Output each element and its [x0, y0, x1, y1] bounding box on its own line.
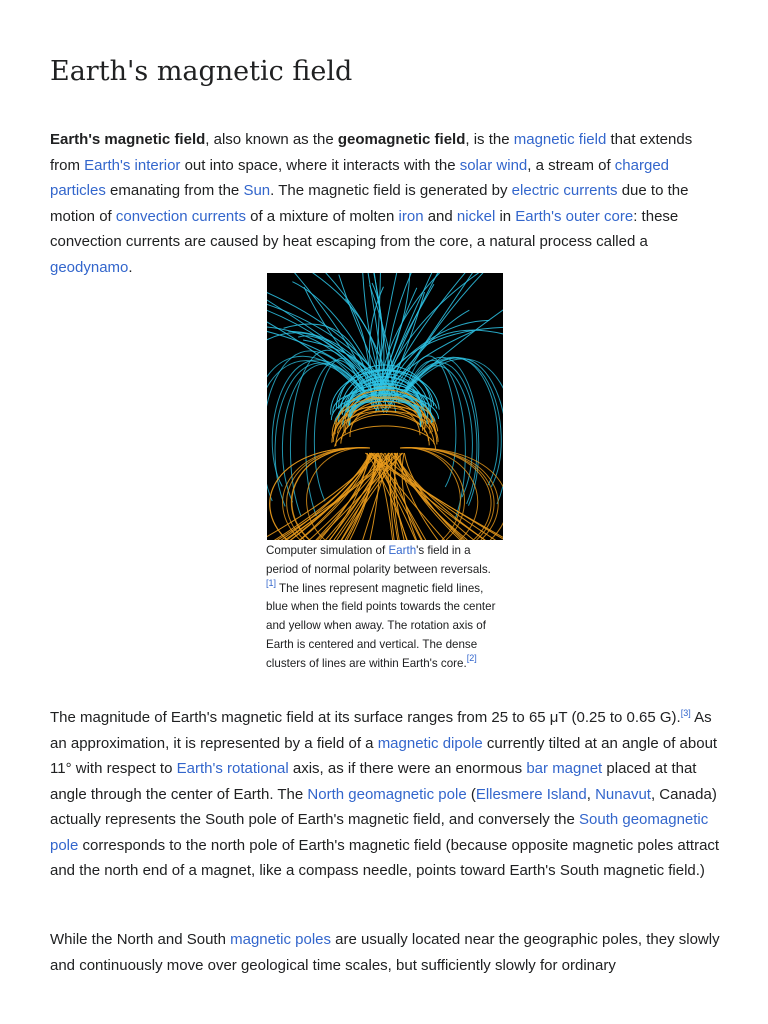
link-nunavut[interactable]: Nunavut [595, 785, 651, 803]
link-nickel[interactable]: nickel [456, 207, 496, 225]
poles-paragraph: While the North and South magnetic poles are usually located near the geographic poles, they slowly and continuously move over geological time scales, but sufficiently slowly for ordinary [50, 931, 720, 974]
link-electric-currents[interactable]: electric currents [511, 182, 618, 199]
field-line [267, 351, 365, 501]
link-bar-magnet[interactable]: bar magnet [526, 760, 603, 777]
link-earths-interior[interactable]: Earth's interior [84, 156, 181, 174]
magnitude-paragraph: The magnitude of Earth's magnetic field at its surface ranges from 25 to 65 μT (0.25 to 0.65 G).[3] As an approximation, it is represented by a field of a magnetic dipole currently tilted at an angle of about 11° with respect to Earth's rotational axis, as if there were an enormous bar magnet placed at that angle through the center of Earth. The North geomagnetic pole (Ellesmere Island, Nunavut, Canada) actually represents the South pole of Earth's magnetic field, and conversely the South geomagnetic pole corresponds to the north pole of Earth's magnetic field (because opposite magnetic poles attract and the north end of a magnet, like a compass needle, points toward Earth's South magnetic field.) [50, 708, 720, 879]
link-convection-currents[interactable]: convection currents [115, 207, 246, 225]
link-sun[interactable]: Sun [243, 182, 271, 199]
field-lines-illustration [267, 273, 503, 540]
field-line [282, 364, 365, 502]
link-earth[interactable]: Earth [388, 544, 417, 557]
link-geodynamo[interactable]: geodynamo [50, 258, 129, 276]
figure-caption: Computer simulation of Earth's field in a period of normal polarity between reversals.[1] The lines represent magnetic field lines, blue when the field points towards the center and yellow when away. The rotation axis of Earth is centered and vertical. The dense clusters of lines are within Earth's core.[2] [266, 544, 496, 670]
link-magnetic-dipole[interactable]: magnetic dipole [377, 734, 483, 752]
reference-2[interactable]: [2] [466, 652, 477, 663]
bold-term: Earth's magnetic field [50, 131, 206, 148]
link-iron[interactable]: iron [398, 207, 424, 225]
bold-term: geomagnetic field [337, 131, 466, 148]
link-solar-wind[interactable]: solar wind [459, 156, 528, 174]
link-north-geomagnetic-pole[interactable]: North geomagnetic pole [307, 785, 467, 803]
link-magnetic-field[interactable]: magnetic field [513, 131, 607, 148]
link-earths-outer-core[interactable]: Earth's outer core [515, 207, 634, 225]
field-line [290, 350, 365, 515]
reference-3[interactable]: [3] [680, 708, 691, 718]
reference-1[interactable]: [1] [266, 577, 277, 588]
field-line [273, 453, 371, 540]
link-charged-particles[interactable]: charged particles [50, 156, 670, 199]
link-earths-rotational[interactable]: Earth's rotational [176, 760, 289, 777]
field-line [335, 426, 436, 450]
field-line [405, 359, 503, 487]
magnetic-field-simulation-image[interactable] [267, 273, 503, 540]
field-line [405, 366, 472, 498]
intro-paragraph: Earth's magnetic field, also known as the geomagnetic field, is the magnetic field that extends from Earth's interior out into space, where it interacts with the solar wind, a stream of charged particles emanating from the Sun. The magnetic field is generated by electric currents due to the motion of convection currents of a mixture of molten iron and nickel in Earth's outer core: these convection currents are caused by heat escaping from the core, a natural process called a geodynamo. [50, 131, 693, 276]
link-ellesmere-island[interactable]: Ellesmere Island [475, 785, 587, 803]
page-title: Earth's magnetic field [50, 56, 353, 87]
link-south-geomagnetic-pole[interactable]: South geomagnetic pole [50, 811, 709, 854]
link-magnetic-poles[interactable]: magnetic poles [230, 931, 332, 948]
field-line [342, 415, 429, 442]
field-line [350, 405, 420, 437]
